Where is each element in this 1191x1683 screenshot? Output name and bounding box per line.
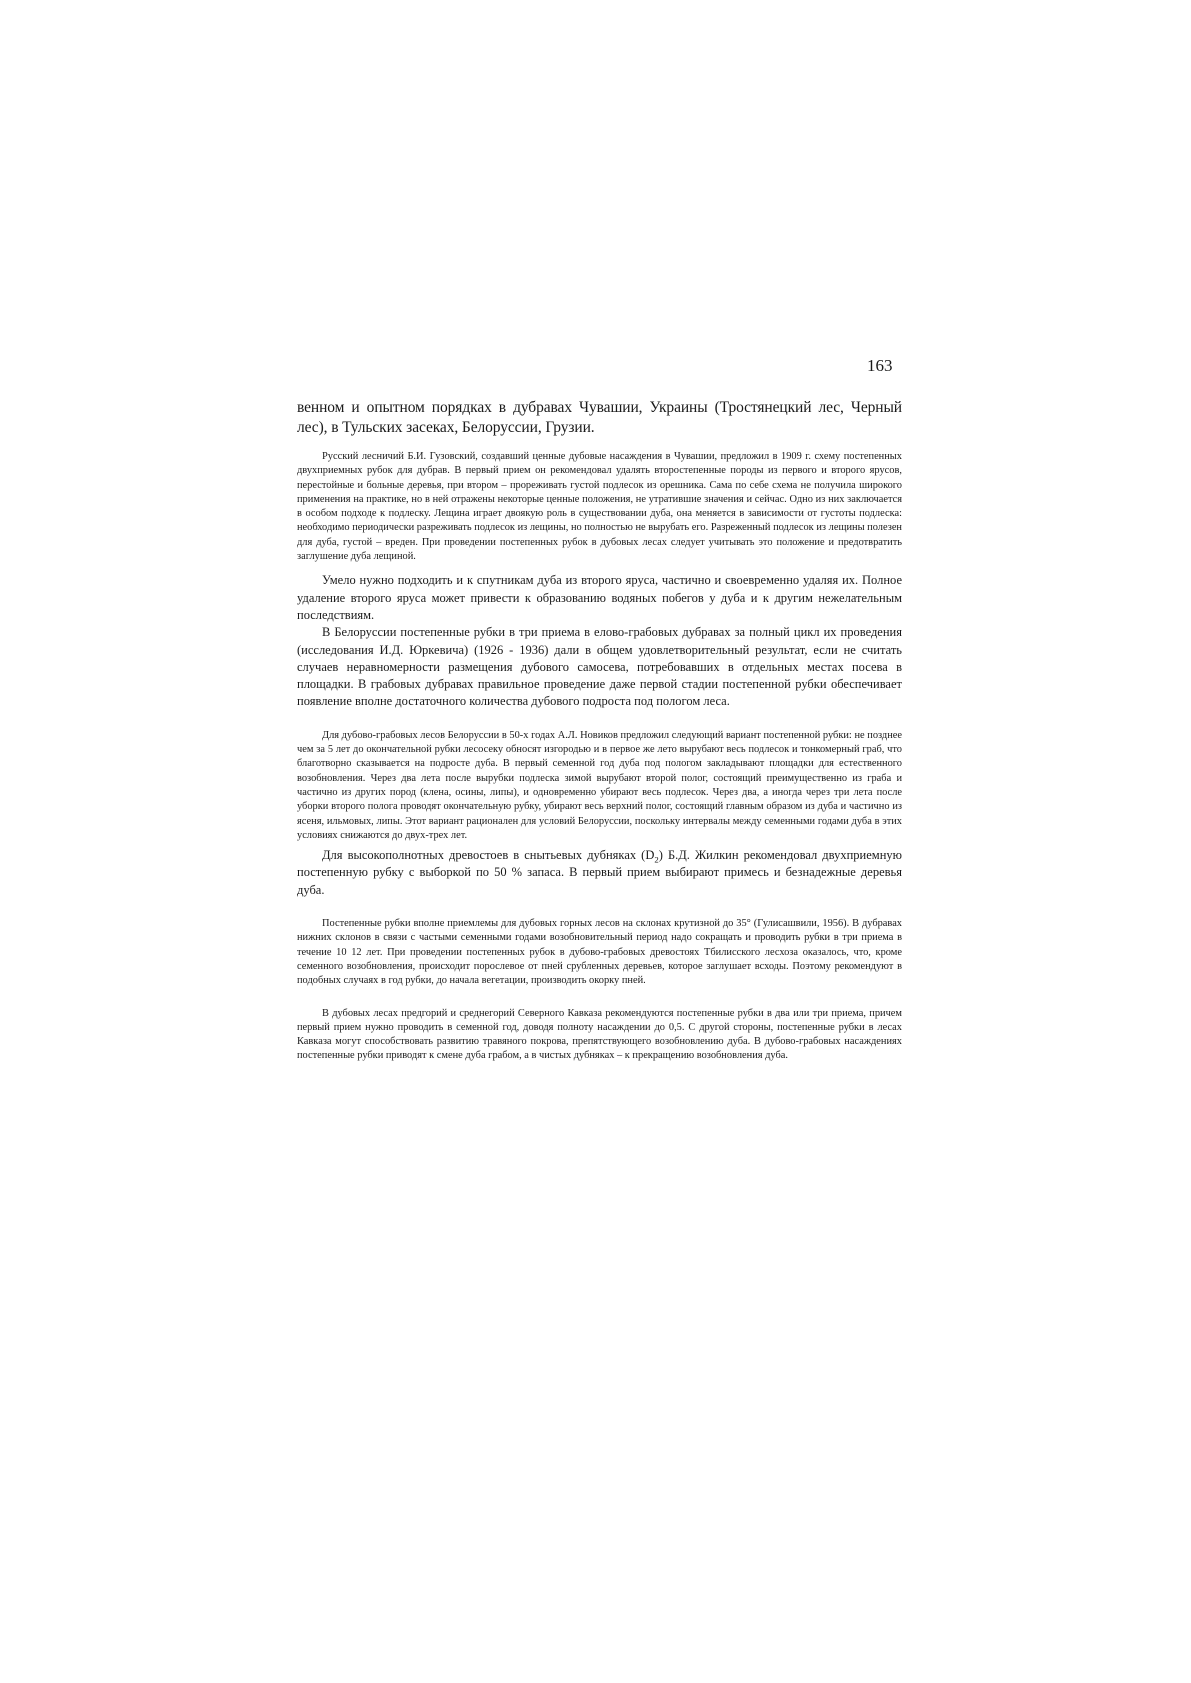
paragraph-caucasus: В дубовых лесах предгорий и среднегорий Северного Кавказа рекомендуются постепенные рубки в два или три приема, причем первый прием нужно проводить в семенной год, доводя полноту насаждении до 0,5. С другой стороны, постепенные рубки в лесах Кавказа могут способствовать развитию травяного покрова, препятствующего возобновлению дуба. В дубово-грабовых насаждениях постепенные рубки приводят к смене дуба грабом, а в чистых дубняках – к прекращению возобновления дуба. — [297, 1007, 902, 1062]
paragraph-continuation: венном и опытном порядках в дубравах Чувашии, Украины (Тростянецкий лес, Черный лес), в Тульских засеках, Белоруссии, Грузии. — [297, 399, 902, 436]
paragraph-zhilkin — [297, 847, 902, 899]
paragraph-zhilkin-subscript: 2 — [654, 854, 659, 865]
paragraph-guzovsky: Русский лесничий Б.И. Гузовский, создавший ценные дубовые насаждения в Чувашии, предложил в 1909 г. схему постепенных двухприемных рубок для дубрав. В первый прием он рекомендовал удалять второстепенные породы из первого и второго ярусов, перестойные и больные деревья, при втором – прореживать густой подлесок из орешника. Сама по себе схема не получила широкого применения на практике, но в ней отражены некоторые ценные положения, не утратившие значения и сейчас. Одно из них заключается в особом подходе к подлеску. Лещина играет двоякую роль в существовании дуба, она меняется в зависимости от густоты подлеска: необходимо периодически разреживать подлесок из лещины, но полностью не вырубать его. Разреженный подлесок из лещины полезен для дуба, густой – вреден. При проведении постепенных рубок в дубовых лесах следует учитывать это положение и предотвратить заглушение дуба лещиной. — [297, 451, 902, 563]
paragraph-novikov: Для дубово-грабовых лесов Белоруссии в 50-х годах А.Л. Новиков предложил следующий вариант постепенной рубки: не позднее чем за 5 лет до окончательной рубки лесосеку обносят изгородью и в первое же лето вырубают весь подлесок и тонкомерный граб, что благотворно сказывается на подросте дуба. В первый семенной год дуба под пологом закладывают площадки для естественного возобновления. Через два лета после вырубки подлеска зимой вырубают второй полог, состоящий преимущественно из граба и частично из других пород (клена, осины, липы), и одновременно убирают весь подлесок. Через два, а иногда через три лета после уборки второго полога проводят окончательную рубку, убирают весь верхний полог, состоящий главным образом из дуба и частично из ясеня, ильмовых, липы. Этот вариант рационален для условий Белоруссии, поскольку интервалы между семенными годами дуба в этих условиях снижаются до двух-трех лет. — [297, 729, 902, 841]
paragraph-belarus: В Белоруссии постепенные рубки в три приема в елово-грабовых дубравах за полный цикл их проведения (исследования И.Д. Юркевича) (1926 - 1936) дали в общем удовлетворительный результат, если не считать случаев неравномерности размещения дубового самосева, потребовавших в отдельных местах посева в площадки. В грабовых дубравах правильное проведение даже первой стадии постепенной рубки обеспечивает появление вполне достаточного количества дубового подроста под пологом леса. — [297, 625, 902, 709]
paragraph-second-tier: Умело нужно подходить и к спутникам дуба из второго яруса, частично и своевременно удаляя их. Полное удаление второго яруса может привести к образованию водяных побегов у дуба и к другим нежелательным последствиям. — [297, 573, 902, 622]
paragraph-zhilkin-part-1: Для высокополнотных древостоев в снытьевых дубняках (D — [322, 848, 655, 863]
page-number: 163 — [867, 356, 893, 375]
paragraph-zhilkin-part-2: ) Б.Д. Жилкин рекомендовал двухприемную постепенную рубку с выборкой по 50 % запаса. В первый прием выбирают примесь и безнадежные деревья дуба. — [297, 848, 902, 897]
paragraph-mountain-forests: Постепенные рубки вполне приемлемы для дубовых горных лесов на склонах крутизной до 35° (Гулисашвили, 1956). В дубравах нижних склонов в связи с частыми семенными годами возобновительный период надо сокращать и проводить рубки в три приема в течение 10 12 лет. При проведении постепенных рубок в дубово-грабовых древостоях Тбилисского лесхоза оказалось, что, кроме семенного возобновления, происходит порослевое от пней срубленных деревьев, которое заглушает всходы. Поэтому рекомендуют в подобных случаях в год рубки, до начала вегетации, производить окорку пней. — [297, 918, 902, 987]
page-body — [297, 398, 902, 1064]
